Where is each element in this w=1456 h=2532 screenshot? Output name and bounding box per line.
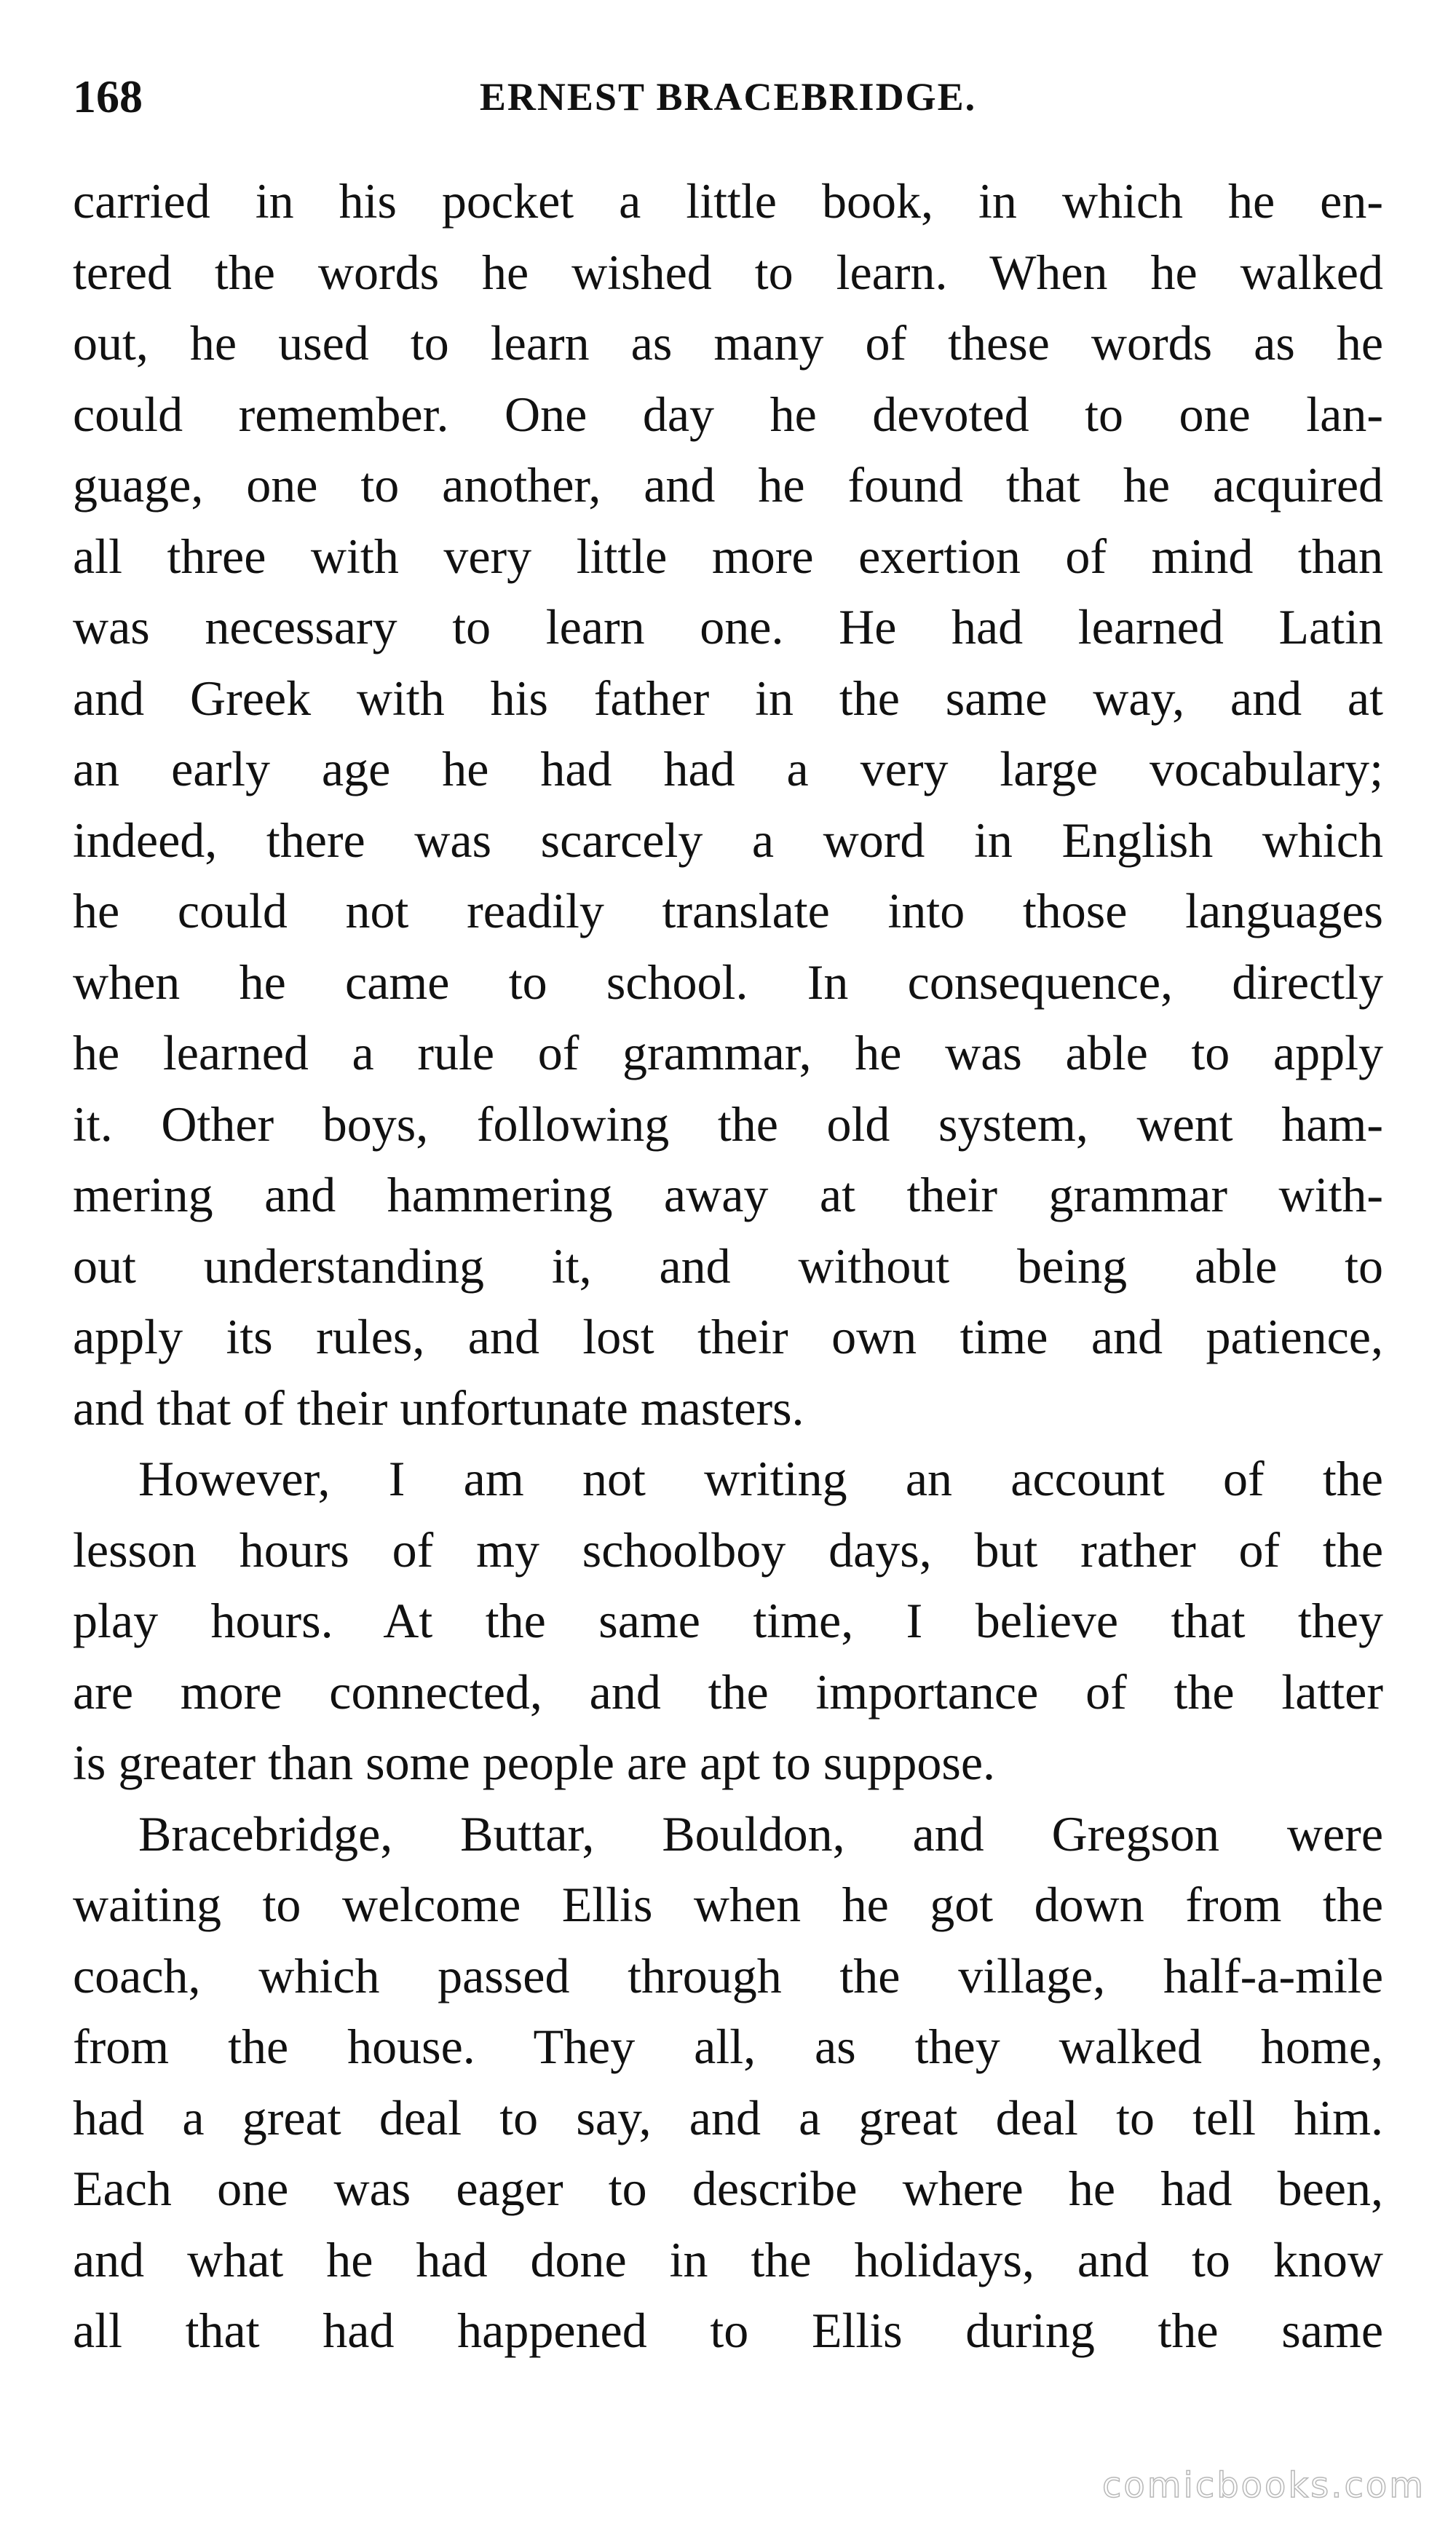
running-head	[73, 64, 1383, 130]
text-line: all three with very little more exertion of mind than	[73, 528, 1383, 584]
text-line: Bracebridge, Buttar, Bouldon, and Gregson were	[138, 1805, 1383, 1862]
text-line: mering and hammering away at their grammar with-	[73, 1167, 1383, 1222]
page-number: 168	[73, 71, 143, 122]
text-line: indeed, there was scarcely a word in English which	[73, 812, 1383, 868]
text-line: Each one was eager to describe where he had been,	[73, 2161, 1383, 2216]
text-line: waiting to welcome Ellis when he got down from the	[73, 1877, 1383, 1932]
text-line: all that had happened to Ellis during the same	[73, 2303, 1383, 2358]
text-line: and Greek with his father in the same way, and at	[73, 670, 1383, 726]
text-line: carried in his pocket a little book, in which he en-	[73, 173, 1383, 229]
text-line: it. Other boys, following the old system, went ham-	[73, 1096, 1383, 1152]
watermark: comicbooks.com	[1101, 2465, 1425, 2506]
text-line: coach, which passed through the village, half-a-mile	[73, 1947, 1383, 2003]
text-line: an early age he had had a very large vocabulary;	[73, 741, 1383, 796]
text-line: he learned a rule of grammar, he was able to apply	[73, 1025, 1383, 1080]
text-line: play hours. At the same time, I believe that they	[73, 1593, 1383, 1648]
text-line: and that of their unfortunate masters.	[73, 1380, 804, 1436]
text-line: guage, one to another, and he found that he acquired	[73, 457, 1383, 513]
text-line: when he came to school. In consequence, directly	[73, 954, 1383, 1010]
text-line: out understanding it, and without being able to	[73, 1238, 1383, 1294]
running-title: ERNEST BRACEBRIDGE.	[479, 75, 977, 119]
text-line: apply its rules, and lost their own time and patience,	[73, 1309, 1383, 1364]
text-line: had a great deal to say, and a great deal to tell him.	[73, 2089, 1383, 2145]
text-line: is greater than some people are apt to suppose.	[73, 1735, 996, 1790]
text-line: could remember. One day he devoted to one lan-	[73, 386, 1383, 442]
text-line: he could not readily translate into those languages	[73, 883, 1383, 938]
text-line: was necessary to learn one. He had learned Latin	[73, 599, 1383, 654]
body-text	[73, 166, 1383, 2367]
text-line: and what he had done in the holidays, and to know	[73, 2231, 1383, 2287]
text-line: However, I am not writing an account of the	[138, 1451, 1383, 1506]
text-line: are more connected, and the importance of the latter	[73, 1663, 1383, 1720]
text-line: from the house. They all, as they walked home,	[73, 2019, 1383, 2074]
text-line: out, he used to learn as many of these words as he	[73, 315, 1383, 371]
text-line: lesson hours of my schoolboy days, but rather of the	[73, 1522, 1383, 1578]
text-line: tered the words he wished to learn. When he walked	[73, 244, 1383, 300]
